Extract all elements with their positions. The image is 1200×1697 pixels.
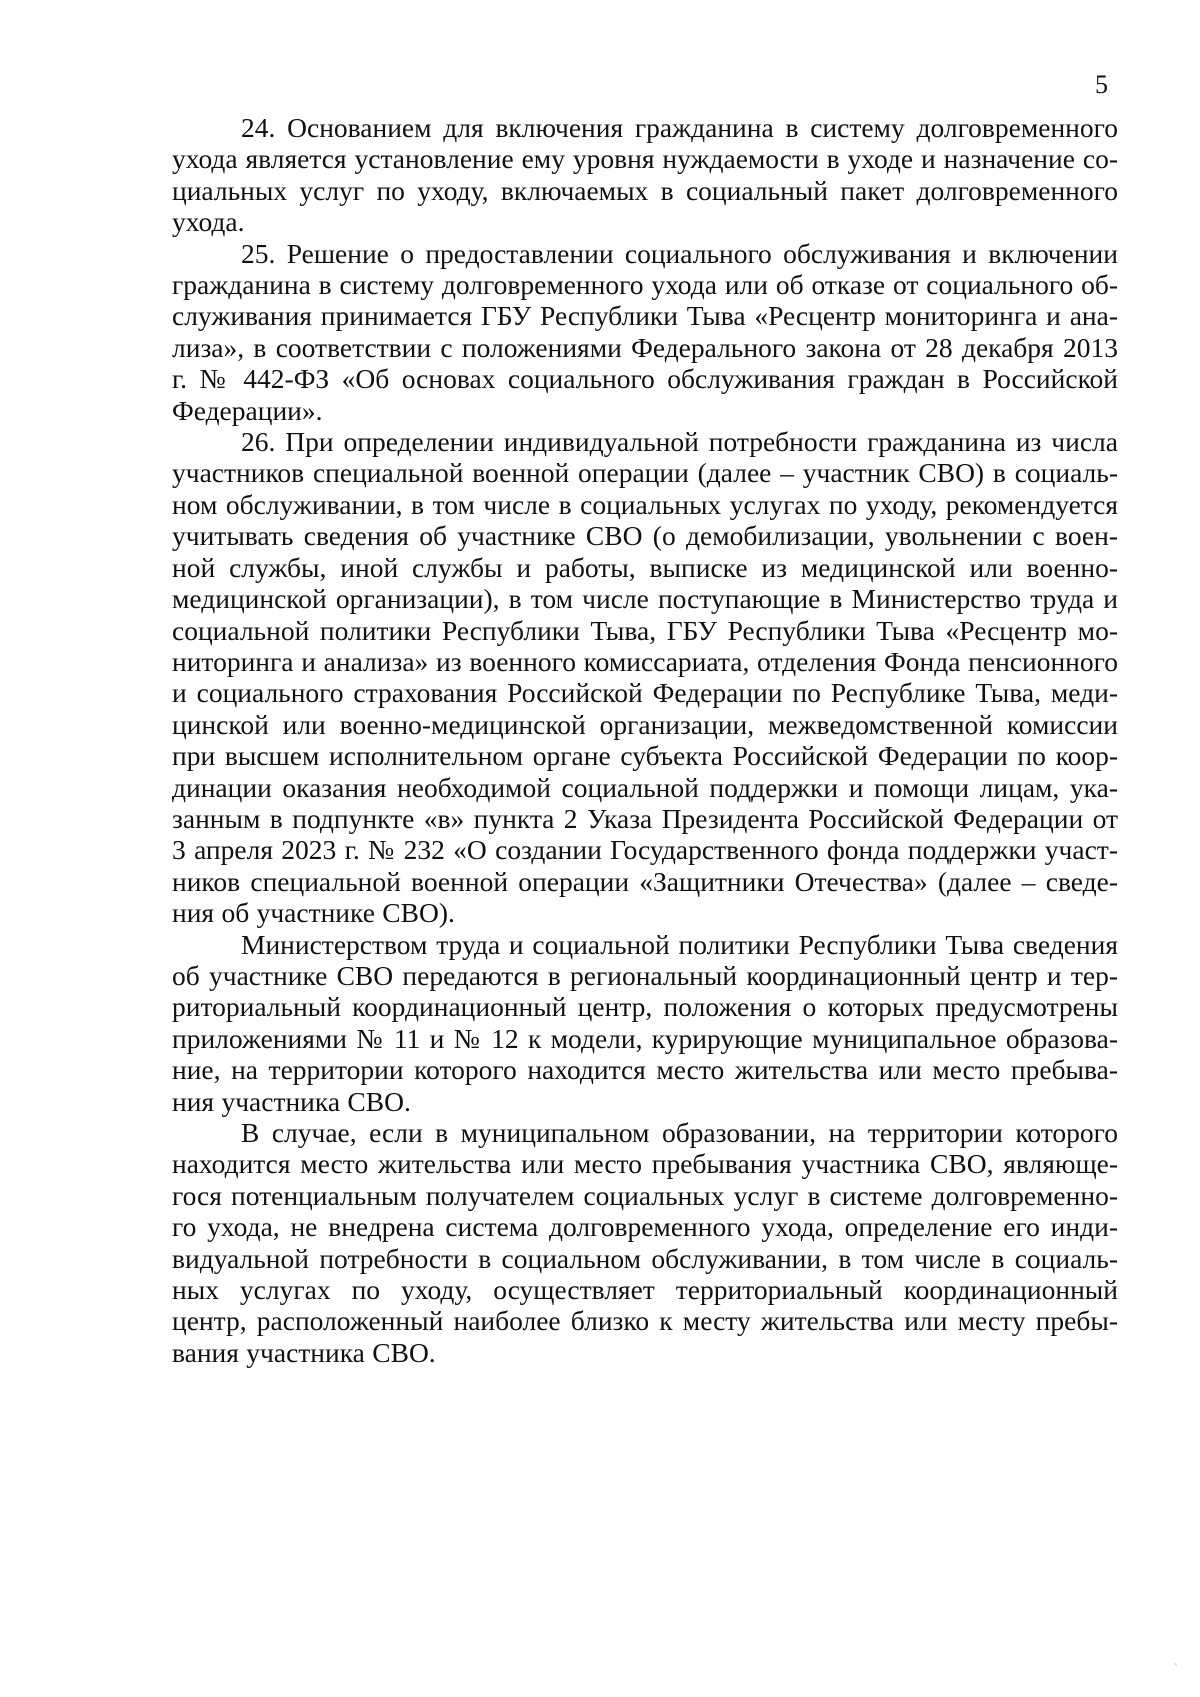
document-body: [172, 112, 1118, 1368]
paragraph-26: 26. При определении индивидуальной потребности гражданина из числа участников специальной военной операции (далее – участник СВО) в социальном обслуживании, в том числе в социальных услугах по уходу, рекомендуется учитывать сведения об участнике СВО (о демобилизации, увольнении с военной службы, иной службы и работы, выписке из медицинской или военно-медицинской организации), в том числе поступающие в Министерство труда и социальной политики Республики Тыва, ГБУ Республики Тыва «Ресцентр мониторинга и анализа» из военного комиссариата, отделения Фонда пенсионного и социального страхования Российской Федерации по Республике Тыва, медицинской или военно-медицинской организации, межведомственной комиссии при высшем исполнительном органе субъекта Российской Федерации по координации оказания необходимой социальной поддержки и помощи лицам, указанным в подпункте «в» пункта 2 Указа Президента Российской Федерации от 3 апреля 2023 г. № 232 «О создании Государственного фонда поддержки участников специальной военной операции «Защитники Отечества» (далее – сведения об участнике СВО).: [172, 426, 1118, 929]
scan-artifact-mark: ˋ: [1173, 1662, 1178, 1677]
paragraph-24: 24. Основанием для включения гражданина в систему долговременного ухода является установление ему уровня нуждаемости в уходе и назначение социальных услуг по уходу, включаемых в социальный пакет долговременного ухода.: [172, 112, 1118, 238]
page-number: 5: [1095, 70, 1108, 99]
paragraph-ministry-transfer: Министерством труда и социальной политики Республики Тыва сведения об участнике СВО передаются в региональный координационный центр и территориальный координационный центр, положения о которых предусмотрены приложениями № 11 и № 12 к модели, курирующие муниципальное образование, на территории которого находится место жительства или место пребывания участника СВО.: [172, 928, 1118, 1117]
paragraph-territorial-center: В случае, если в муниципальном образовании, на территории которого находится место жительства или место пребывания участника СВО, являющегося потенциальным получателем социальных услуг в системе долговременного ухода, не внедрена система долговременного ухода, определение его индивидуальной потребности в социальном обслуживании, в том числе в социальных услугах по уходу, осуществляет территориальный координационный центр, расположенный наиболее близко к месту жительства или месту пребывания участника СВО.: [172, 1117, 1118, 1368]
paragraph-25: 25. Решение о предоставлении социального обслуживания и включении гражданина в систему долговременного ухода или об отказе от социального обслуживания принимается ГБУ Республики Тыва «Ресцентр мониторинга и анализа», в соответствии с положениями Федерального закона от 28 декабря 2013 г. № 442-ФЗ «Об основах социального обслуживания граждан в Российской Федерации».: [172, 237, 1118, 426]
